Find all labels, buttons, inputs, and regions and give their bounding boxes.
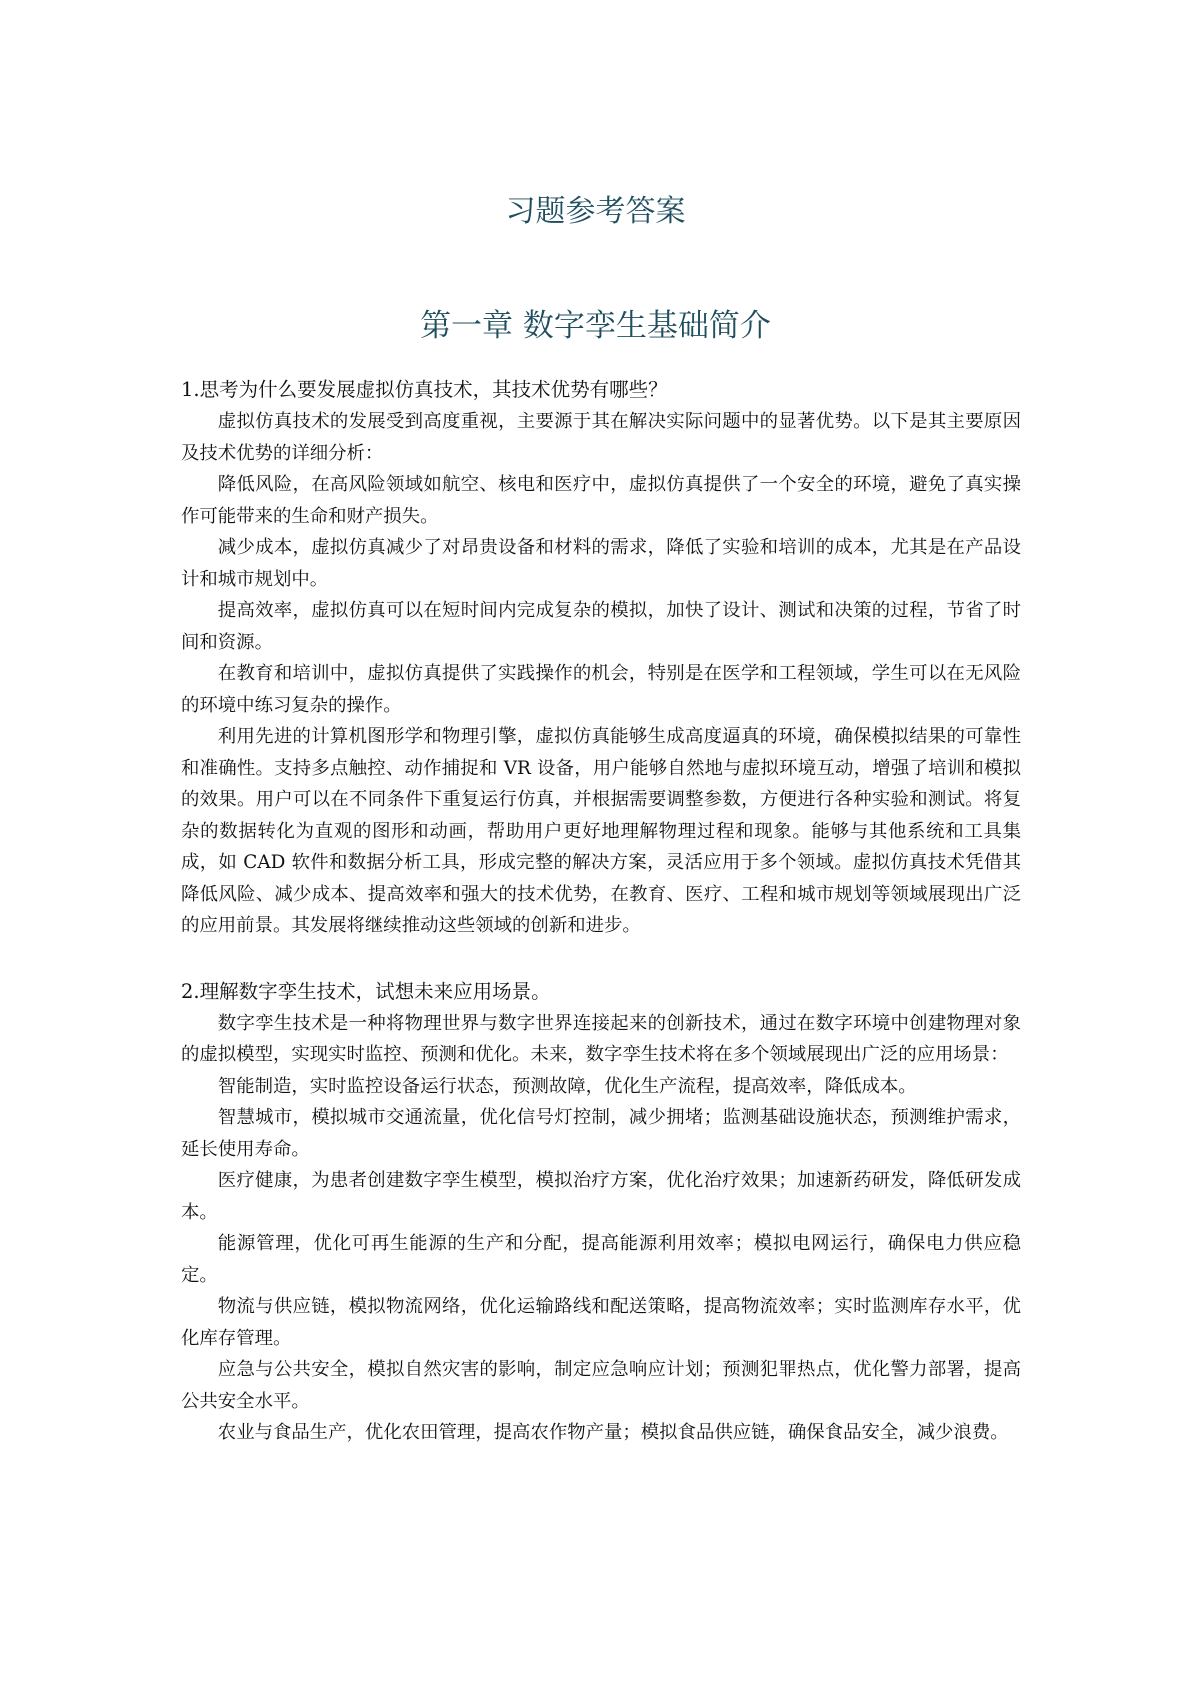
answer-paragraph: 应急与公共安全，模拟自然灾害的影响，制定应急响应计划；预测犯罪热点，优化警力部署，提高公共安全水平。 <box>181 1359 1021 1412</box>
question-section-2 <box>181 976 1021 1449</box>
document-body <box>181 374 1021 1449</box>
answer-paragraph: 降低风险，在高风险领域如航空、核电和医疗中，虚拟仿真提供了一个安全的环境，避免了真实操作可能带来的生命和财产损失。 <box>181 474 1021 527</box>
question-heading: 2.理解数字孪生技术，试想未来应用场景。 <box>181 979 551 1003</box>
answer-paragraph: 能源管理，优化可再生能源的生产和分配，提高能源利用效率；模拟电网运行，确保电力供应稳定。 <box>181 1233 1021 1286</box>
answer-paragraph: 数字孪生技术是一种将物理世界与数字世界连接起来的创新技术，通过在数字环境中创建物理对象的虚拟模型，实现实时监控、预测和优化。未来，数字孪生技术将在多个领域展现出广泛的应用场景： <box>181 1012 1021 1065</box>
answer-paragraph: 医疗健康，为患者创建数字孪生模型，模拟治疗方案，优化治疗效果；加速新药研发，降低研发成本。 <box>181 1170 1021 1223</box>
answer-paragraph: 减少成本，虚拟仿真减少了对昂贵设备和材料的需求，降低了实验和培训的成本，尤其是在产品设计和城市规划中。 <box>181 537 1021 590</box>
answer-paragraph: 利用先进的计算机图形学和物理引擎，虚拟仿真能够生成高度逼真的环境，确保模拟结果的可靠性和准确性。支持多点触控、动作捕捉和 VR 设备，用户能够自然地与虚拟环境互动，增强了培训和模拟的效果。用户可以在不同条件下重复运行仿真，并根据需要调整参数，方便进行各种实验和测试。将复杂的数据转化为直观的图形和动画，帮助用户更好地理解物理过程和现象。能够与其他系统和工具集成，如 CAD 软件和数据分析工具，形成完整的解决方案，灵活应用于多个领域。虚拟仿真技术凭借其降低风险、减少成本、提高效率和强大的技术优势，在教育、医疗、工程和城市规划等领域展现出广泛的应用前景。其发展将继续推动这些领域的创新和进步。 <box>181 726 1021 936</box>
answer-paragraph: 虚拟仿真技术的发展受到高度重视，主要源于其在解决实际问题中的显著优势。以下是其主要原因及技术优势的详细分析： <box>181 411 1021 464</box>
question-heading: 1.思考为什么要发展虚拟仿真技术，其技术优势有哪些？ <box>181 378 668 401</box>
question-section-1 <box>181 374 1021 942</box>
answer-paragraph: 农业与食品生产，优化农田管理，提高农作物产量；模拟食品供应链，确保食品安全，减少浪费。 <box>217 1422 1009 1443</box>
chapter-title: 第一章 数字孪生基础简介 <box>420 308 771 344</box>
answer-paragraph: 智慧城市，模拟城市交通流量，优化信号灯控制，减少拥堵；监测基础设施状态，预测维护需求，延长使用寿命。 <box>181 1107 1021 1160</box>
answer-paragraph: 提高效率，虚拟仿真可以在短时间内完成复杂的模拟，加快了设计、测试和决策的过程，节省了时间和资源。 <box>181 600 1021 653</box>
document-title: 习题参考答案 <box>505 194 686 229</box>
answer-paragraph: 智能制造，实时监控设备运行状态，预测故障，优化生产流程，提高效率，降低成本。 <box>217 1075 917 1097</box>
answer-paragraph: 在教育和培训中，虚拟仿真提供了实践操作的机会，特别是在医学和工程领域，学生可以在无风险的环境中练习复杂的操作。 <box>181 663 1021 716</box>
answer-paragraph: 物流与供应链，模拟物流网络，优化运输路线和配送策略，提高物流效率；实时监测库存水平，优化库存管理。 <box>181 1296 1021 1349</box>
